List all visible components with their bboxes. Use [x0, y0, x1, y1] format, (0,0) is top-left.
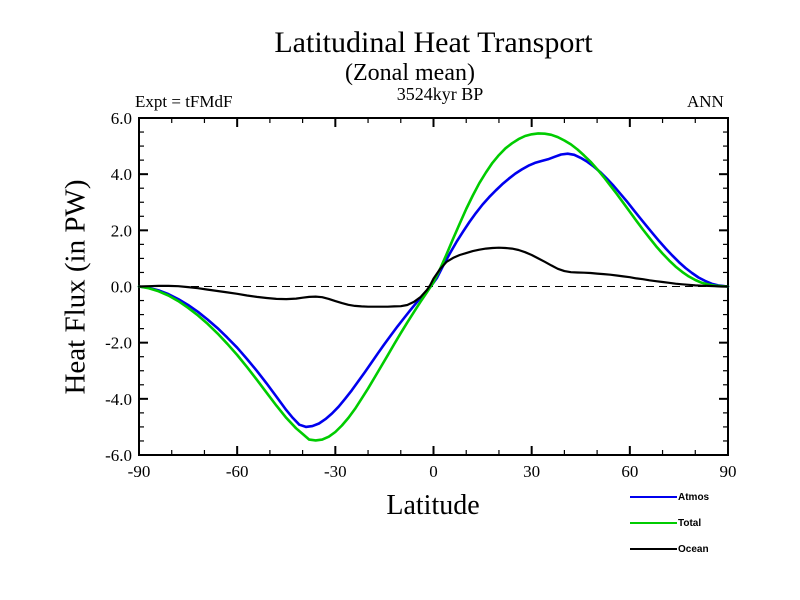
legend — [630, 484, 709, 562]
svg-text:-4.0: -4.0 — [105, 389, 132, 409]
svg-text:2.0: 2.0 — [110, 221, 132, 241]
chart-title: Latitudinal Heat Transport — [274, 26, 593, 59]
legend-label-total: Total — [678, 517, 702, 529]
svg-text:-2.0: -2.0 — [105, 333, 132, 353]
legend-item-total — [630, 510, 709, 536]
svg-text:30: 30 — [523, 462, 541, 481]
svg-text:4.0: 4.0 — [110, 165, 132, 185]
y-axis-label: Heat Flux (in PW) — [59, 179, 92, 395]
atmos-line-swatch — [630, 496, 677, 498]
chart-subtitle: (Zonal mean) — [345, 60, 475, 86]
svg-text:0: 0 — [429, 462, 438, 481]
svg-text:-30: -30 — [323, 462, 347, 481]
time-annotation: 3524kyr BP — [396, 84, 484, 104]
legend-label-atmos: Atmos — [678, 491, 710, 503]
svg-text:90: 90 — [719, 462, 737, 481]
legend-item-ocean — [630, 536, 709, 562]
svg-text:-6.0: -6.0 — [105, 446, 132, 465]
svg-text:60: 60 — [621, 462, 639, 481]
svg-text:-60: -60 — [225, 462, 249, 481]
experiment-label: Expt = tFMdF — [135, 92, 233, 111]
total-line-swatch — [630, 522, 677, 524]
svg-text:6.0: 6.0 — [110, 109, 132, 128]
svg-text:-90: -90 — [127, 462, 151, 481]
svg-text:0.0: 0.0 — [110, 277, 132, 297]
season-label: ANN — [687, 92, 724, 111]
ocean-line-swatch — [630, 548, 677, 550]
legend-label-ocean: Ocean — [678, 543, 709, 555]
x-axis-label: Latitude — [386, 490, 480, 521]
legend-item-atmos — [630, 484, 709, 510]
